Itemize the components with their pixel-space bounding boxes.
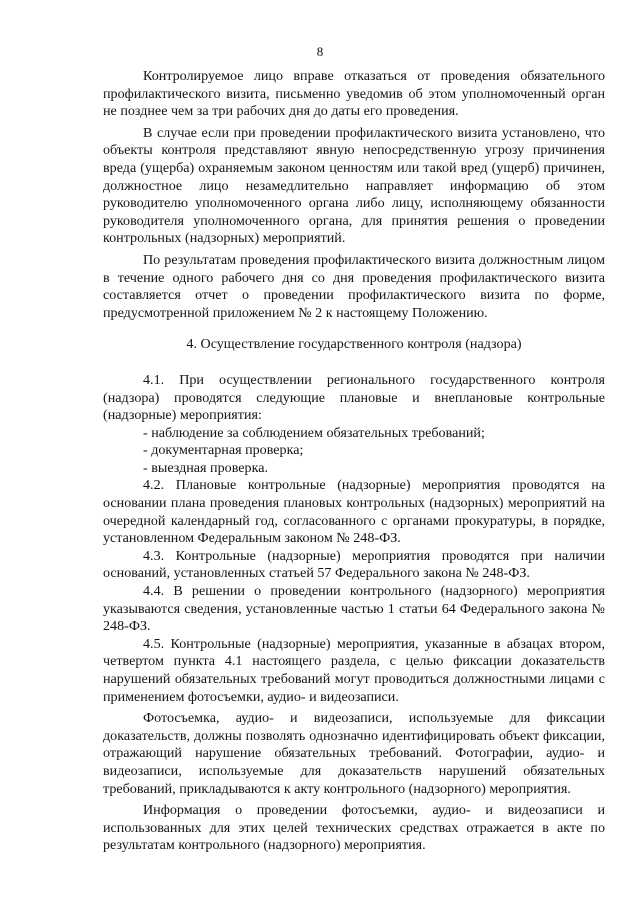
paragraph-4-1: 4.1. При осуществлении регионального государственного контроля (надзора) проводятся следующие плановые и внеплановые контрольные (надзорные) мероприятия: (103, 371, 605, 424)
paragraph-4-3: 4.3. Контрольные (надзорные) мероприятия проводятся при наличии оснований, установленных статьей 57 Федерального закона № 248-ФЗ. (103, 547, 605, 582)
paragraph-report: По результатам проведения профилактического визита должностным лицом в течение одного рабочего дня со дня проведения профилактического визита составляется отчет о проведении профилактического визита по форме, предусмотренной приложением № 2 к настоящему Положению. (103, 251, 605, 321)
document-body (103, 68, 605, 855)
paragraph-4-2: 4.2. Плановые контрольные (надзорные) мероприятия проводятся на основании плана проведения плановых контрольных (надзорных) мероприятий на очередной календарный год, согласованного с органами прокуратуры, в порядке, установленном Федеральным законом № 248-ФЗ. (103, 477, 605, 547)
list-item: - наблюдение за соблюдением обязательных требований; (143, 424, 485, 441)
measures-list (103, 425, 605, 478)
page-number: 8 (316, 44, 324, 59)
section-heading: 4. Осуществление государственного контроля (надзора) (186, 336, 522, 353)
paragraph-threat: В случае если при проведении профилактического визита установлено, что объекты контроля представляют явную непосредственную угрозу причинения вреда (ущерба) охраняемым законом ценностям или такой вред (ущерб) причинен, должностное лицо незамедлительно направляет информацию об этом руководителю уполномоченного органа либо лицу, исполняющему обязанности руководителя уполномоченного органа, для принятия решения о проведении контрольных (надзорных) мероприятий. (103, 124, 605, 247)
paragraph-4-5: 4.5. Контрольные (надзорные) мероприятия, указанные в абзацах втором, четвертом пункта 4.1 настоящего раздела, с целью фиксации доказательств нарушений обязательных требований могут проводиться должностными лицами с применением фотосъемки, аудио- и видеозаписи. (103, 635, 605, 705)
paragraph-4-4: 4.4. В решении о проведении контрольного (надзорного) мероприятия указываются сведения, установленные частью 1 статьи 64 Федерального закона № 248-ФЗ. (103, 583, 605, 635)
paragraph-photo: Фотосъемка, аудио- и видеозаписи, используемые для фиксации доказательств, должны позволять однозначно идентифицировать объект фиксации, отражающий нарушение обязательных требований. Фотографии, аудио- и видеозаписи, используемые для доказательств нарушений обязательных требований, прикладываются к акту контрольного (надзорного) мероприятия. (103, 710, 605, 797)
list-item: - выездная проверка. (143, 459, 268, 476)
paragraph-refusal: Контролируемое лицо вправе отказаться от проведения обязательного профилактического визита, письменно уведомив об этом уполномоченный орган не позднее чем за три рабочих дня до даты его проведения. (103, 68, 605, 120)
list-item: - документарная проверка; (143, 442, 304, 459)
paragraph-info: Информация о проведении фотосъемки, аудио- и видеозаписи и использованных для этих целей технических средствах отражается в акте по результатам контрольного (надзорного) мероприятия. (103, 802, 605, 854)
